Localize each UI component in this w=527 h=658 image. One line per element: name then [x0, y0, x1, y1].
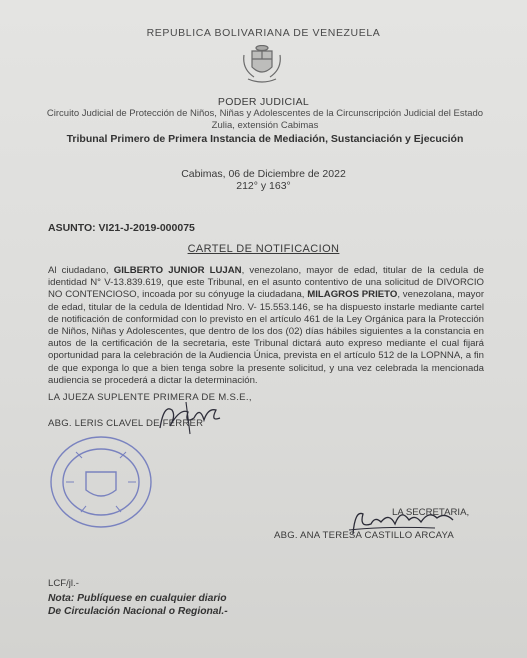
- note-line-2: De Circulación Nacional o Regional.-: [48, 606, 228, 617]
- document-title: CARTEL DE NOTIFICACION: [187, 243, 340, 255]
- recipient-name: GILBERTO JUNIOR LUJAN: [113, 265, 242, 276]
- publication-note: [48, 592, 228, 618]
- tribunal-heading: Tribunal Primero de Primera Instancia de Mediación, Sustanciación y Ejecución: [66, 133, 464, 145]
- petitioner-name: MILAGROS PRIETO: [307, 289, 398, 301]
- secretary-title: LA SECRETARIA,: [392, 507, 470, 518]
- court-stamp-icon: [46, 432, 156, 532]
- body-text-1: Al ciudadano,: [48, 265, 114, 276]
- body-text-2: , venezolano, mayor de edad, titular de la cedula de identidad N° V-13.839.619, que este Tribunal, en el asunto contentivo de una solicitud de DIVORCIO NO CONTENCIOSO, incoada por su cónyuge la ciudadana,: [48, 265, 484, 301]
- judge-signature-icon: [150, 398, 230, 438]
- notification-body: [48, 265, 484, 387]
- date-block: [0, 168, 527, 192]
- initials: LCF/jl.-: [48, 578, 79, 589]
- years-line: 212° y 163°: [236, 180, 291, 192]
- secretary-name: ABG. ANA TERESA CASTILLO ARCAYA: [274, 530, 455, 541]
- body-text-3: , venezolana, mayor de edad, titular de la cedula de Identidad Nro. V- 15.553.146, se ha dispuesto instarle mediante cartel de notificación de conformidad con lo previsto en el artículo 461 de la Ley Orgánica para la Protección de Niños, Niñas y Adolescentes, que dentro de los dos (02) días hábiles siguientes a la constancia en autos de la certificación de la secretaria, este Tribunal dictará auto expreso mediante el cual fijará oportunidad para la celebración de la Audiencia Única, prevista en el artículo 512 de la LOPNNA, a fin de que exponga lo que a bien tenga sobre la presente solicitud, y una vez celebrada la mencionada audiencia se procederá a dictar la determinación.: [48, 289, 485, 386]
- judicial-power-heading: PODER JUDICIAL: [217, 96, 310, 108]
- note-line-1: Nota: Publíquese en cualquier diario: [48, 593, 227, 604]
- republic-heading: REPUBLICA BOLIVARIANA DE VENEZUELA: [146, 27, 381, 39]
- coat-of-arms-icon: [238, 45, 286, 85]
- circuit-heading: Circuito Judicial de Protección de Niños, Niñas y Adolescentes de la Circunscripción Judicial del Estado Zulia, extensión Cabimas: [46, 108, 484, 131]
- case-number: ASUNTO: VI21-J-2019-000075: [48, 222, 195, 234]
- date-line: Cabimas, 06 de Diciembre de 2022: [181, 168, 346, 180]
- judge-name: ABG. LERIS CLAVEL DE FERRER: [48, 418, 204, 429]
- judge-title: LA JUEZA SUPLENTE PRIMERA DE M.S.E.,: [48, 392, 252, 403]
